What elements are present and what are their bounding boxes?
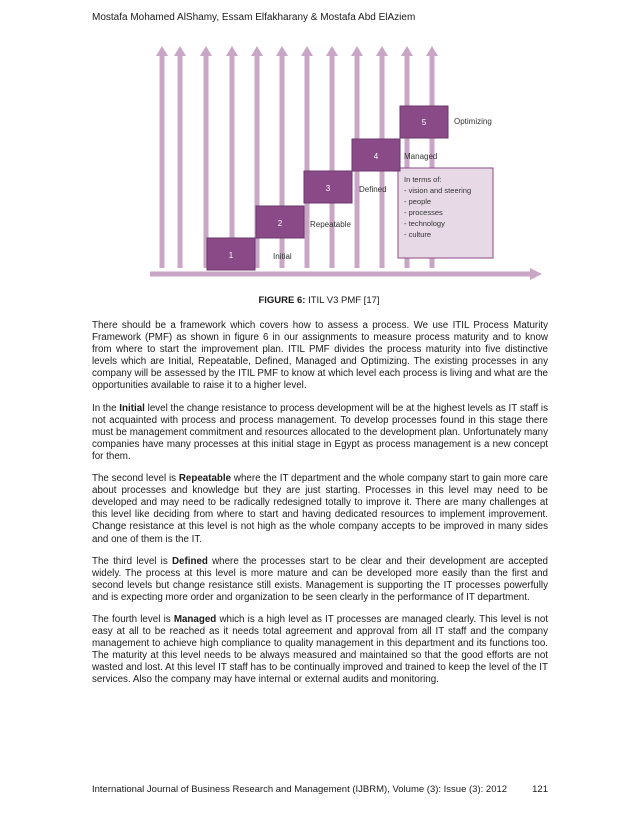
- paragraph-5: The fourth level is Managed which is a high level as IT processes are managed clearly. This level is not easy at all to be reached as it needs total agreement and approval from all IT staff and the company management to achieve high compliance to quality management in this department and its functions too. The maturity at this level needs to be always measured and maintained so that the good efforts are not wasted and lost. At this level IT staff has to be continually improved and trained to keep the level of the IT services. Also the company may have internal or external audits and monitoring.: [92, 613, 548, 686]
- level-label-4: Managed: [404, 152, 438, 161]
- paragraph-2: In the Initial level the change resistance to process development will be at the highest levels as IT staff is not acquainted with process and process management. To develop processes found in this stage there must be management commitment and resources allocated to the development plan. Unfortunately many companies have many processes at this initial stage in Egypt as process management is a new concept for them.: [92, 402, 548, 462]
- svg-text:5: 5: [421, 118, 427, 127]
- term-managed: Managed: [173, 613, 217, 625]
- figure-caption: [0, 295, 638, 306]
- terms-title: In terms of:: [404, 175, 442, 184]
- level-box-5: [400, 106, 448, 138]
- terms-item: - processes: [404, 208, 443, 217]
- terms-item: - people: [404, 197, 432, 206]
- level-label-2: Repeatable: [310, 220, 351, 229]
- itil-pmf-figure: [92, 46, 547, 286]
- terms-item: - culture: [404, 230, 432, 239]
- svg-text:4: 4: [373, 152, 379, 161]
- svg-text:3: 3: [325, 184, 331, 193]
- level-box-3: [304, 171, 352, 203]
- journal-name: International Journal of Business Research and Management (IJBRM), Volume (3): Issue (3): 2012: [92, 784, 508, 795]
- term-defined: Defined: [171, 555, 208, 567]
- page-number: 121: [532, 784, 548, 795]
- body-text: [92, 320, 548, 697]
- caption-text: ITIL V3 PMF [17]: [305, 295, 380, 306]
- caption-label: FIGURE 6:: [258, 295, 306, 306]
- level-box-1: [207, 238, 255, 270]
- paragraph-3: The second level is Repeatable where the IT department and the whole company start to gain more care about processes and knowledge but they are just starting. Processes in this level may need to be developed and may need to be radically redesigned totally to improve it. There are many challenges at this level like deciding from where to start and having dedicated resources to implement improvement. Change resistance at this level is not high as the whole company accepts to be improved in many sides and one of them is the IT.: [92, 473, 548, 545]
- paragraph-4: The third level is Defined where the processes start to be clear and their development are accepted widely. The process at this level is more mature and can be developed more easily than the first and second levels but change resistance still exists. Management is supporting the IT processes powerfully and is expecting more order and organization to be seen clearly in the performance of IT department.: [92, 555, 548, 603]
- term-initial: Initial: [119, 402, 145, 414]
- page-footer: [92, 784, 548, 795]
- running-header: Mostafa Mohamed AlShamy, Essam Elfakharany & Mostafa Abd ElAziem: [92, 12, 416, 23]
- level-label-3: Defined: [359, 185, 387, 194]
- term-repeatable: Repeatable: [178, 473, 232, 485]
- level-box-4: [352, 139, 400, 171]
- level-label-1: Initial: [273, 252, 292, 261]
- level-box-2: [256, 206, 304, 238]
- paragraph-1: There should be a framework which covers how to assess a process. We use ITIL Process Maturity Framework (PMF) as shown in figure 6 in our assignments to measure process maturity and to know from where to start the improvement plan. ITIL PMF divides the process maturity into five distinctive levels which are Initial, Repeatable, Defined, Managed and Optimizing. The existing processes in any company will be assessed by the ITIL PMF to know at which level each process is living and what are the opportunities available to raise it to a higher level.: [92, 320, 548, 392]
- level-label-5: Optimizing: [454, 117, 492, 126]
- terms-item: - technology: [404, 219, 445, 228]
- terms-item: - vision and steering: [404, 186, 472, 195]
- svg-text:2: 2: [277, 219, 283, 228]
- svg-text:1: 1: [228, 251, 234, 260]
